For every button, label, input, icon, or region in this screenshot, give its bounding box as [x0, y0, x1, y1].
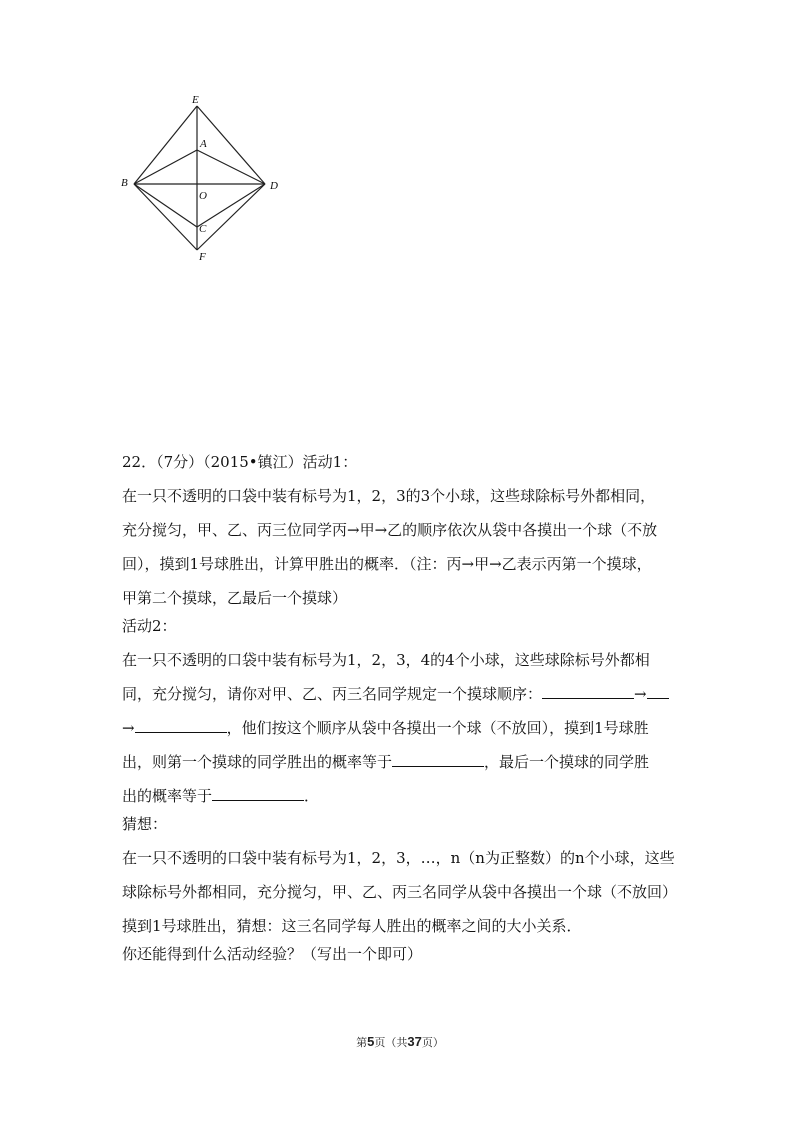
activity2-line-4 [122, 752, 649, 772]
order-blank-3[interactable] [135, 718, 227, 733]
activity1-line-4: 甲第二个摸球，乙最后一个摸球） [122, 589, 348, 607]
activity2-line-3 [122, 718, 649, 738]
geometry-figure [110, 92, 290, 267]
arrow-1: → [634, 685, 647, 703]
segment-EB [134, 106, 197, 184]
segment-ED [197, 106, 265, 184]
footer-suffix: 页） [421, 1036, 444, 1049]
problem-header: 22．（7分）（2015•镇江）活动1： [122, 453, 358, 471]
point-label-F: F [199, 251, 206, 263]
footer-total-pages: 37 [407, 1034, 422, 1049]
page-footer [0, 1034, 800, 1050]
activity1-line-2: 充分搅匀，甲、乙、丙三位同学丙→甲→乙的顺序依次从袋中各摸出一个球（不放 [122, 521, 658, 539]
segment-FB [134, 184, 197, 250]
activity2-line-4-text-a: 出，则第一个摸球的同学胜出的概率等于 [122, 753, 393, 771]
activity2-line-5-text-a: 出的概率等于 [122, 787, 213, 805]
guess-line-2: 球除标号外都相同，充分搅匀，甲、乙、丙三名同学从袋中各摸出一个球（不放回） [122, 883, 678, 901]
activity2-line-2-text: 同，充分搅匀，请你对甲、乙、丙三名同学规定一个摸球顺序： [122, 685, 543, 703]
activity2-label: 活动2： [122, 617, 177, 635]
activity1-line-1: 在一只不透明的口袋中装有标号为1，2，3的3个小球，这些球除标号外都相同， [122, 487, 656, 505]
first-prob-blank[interactable] [392, 752, 484, 767]
segment-AD [197, 150, 265, 184]
footer-prefix: 第 [356, 1036, 368, 1049]
guess-line-1: 在一只不透明的口袋中装有标号为1，2，3，…，n（n为正整数）的n个小球，这些 [122, 849, 675, 867]
segment-BA [134, 150, 197, 184]
guess-label: 猜想： [122, 815, 168, 833]
order-blank-1[interactable] [542, 684, 634, 699]
point-label-O: O [199, 190, 207, 202]
footer-page-number: 5 [367, 1034, 375, 1049]
guess-line-3: 摸到1号球胜出，猜想：这三名同学每人胜出的概率之间的大小关系． [122, 917, 582, 935]
activity2-line-2 [122, 684, 669, 704]
activity2-line-1: 在一只不透明的口袋中装有标号为1，2，3，4的4个小球，这些球除标号外都相 [122, 651, 650, 669]
rhombus-diagram [110, 92, 290, 267]
activity2-line-4-text-b: ，最后一个摸球的同学胜 [484, 753, 650, 771]
activity2-line-5-text-b: ． [304, 787, 320, 805]
order-blank-2[interactable] [647, 684, 669, 699]
arrow-2: → [122, 719, 135, 737]
activity2-line-5 [122, 786, 319, 806]
point-label-D: D [270, 180, 278, 192]
activity1-line-3: 回），摸到1号球胜出，计算甲胜出的概率．（注：丙→甲→乙表示丙第一个摸球， [122, 555, 652, 573]
point-label-A: A [200, 138, 207, 150]
point-label-C: C [199, 223, 207, 235]
activity2-line-3-text: ，他们按这个顺序从袋中各摸出一个球（不放回），摸到1号球胜 [226, 719, 649, 737]
point-label-E: E [192, 94, 199, 106]
last-prob-blank[interactable] [212, 786, 304, 801]
footer-middle: 页（共 [374, 1036, 408, 1049]
point-label-B: B [121, 177, 128, 189]
segment-CD [197, 184, 265, 227]
segment-FD [197, 184, 265, 250]
question-line: 你还能得到什么活动经验？（写出一个即可） [122, 945, 423, 963]
segment-BC [134, 184, 197, 227]
